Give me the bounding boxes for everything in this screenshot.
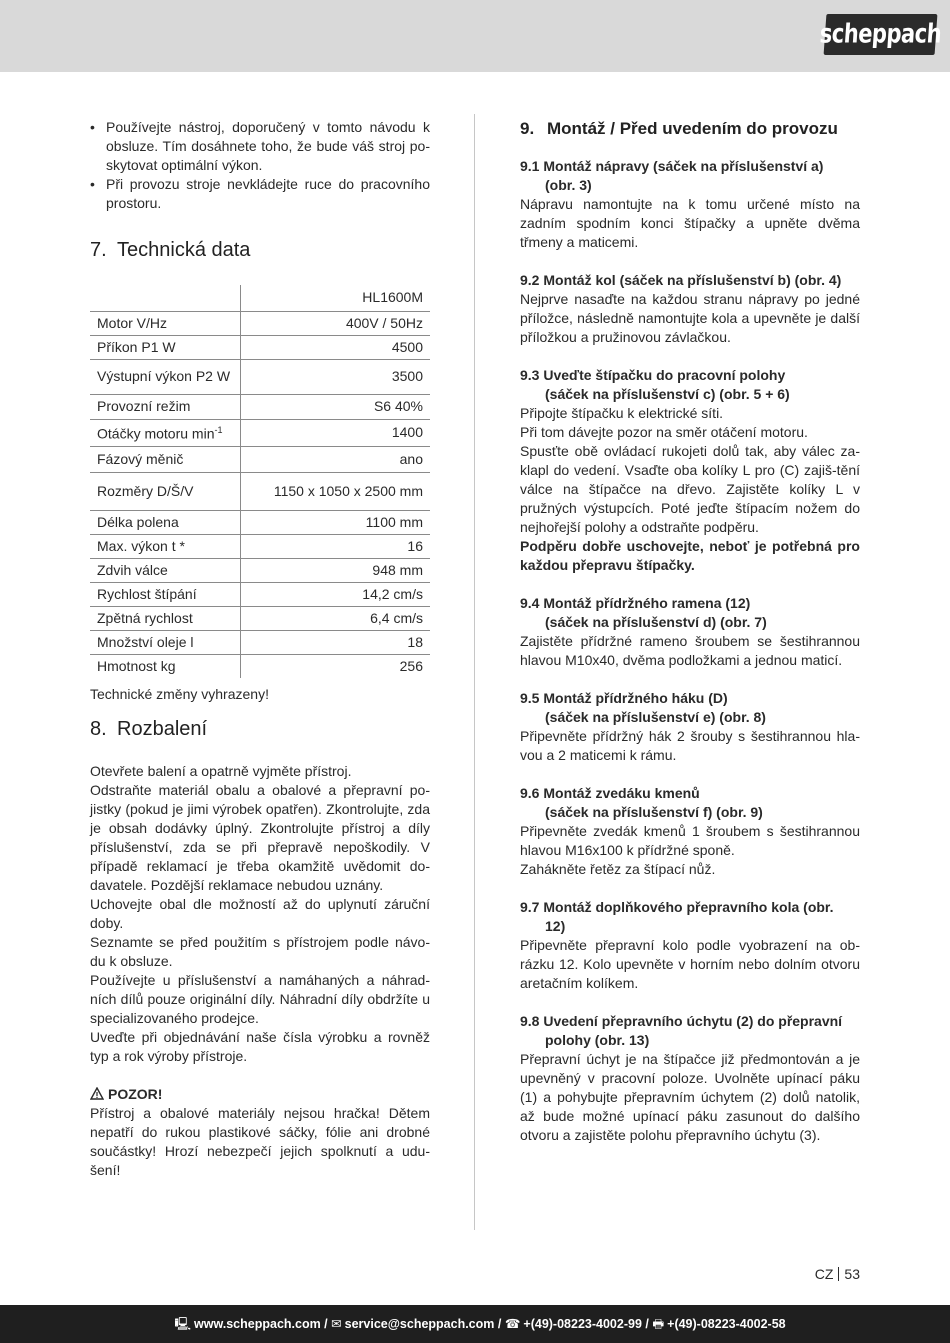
column-divider: [474, 114, 475, 1230]
paragraph: Uchovejte obal dle možností až do uplynutí záruční doby.: [90, 896, 430, 931]
section-7-heading: 7. Technická data: [90, 239, 251, 261]
table-row: Příkon P1 W 4500: [90, 335, 430, 359]
paragraph: Odstraňte materiál obalu a obalové a přepravní po-jistky (pokud je jimi výrobek opatřen). Zkontrolujte, zda je obsah dodávky úplný. Zkontrolujte přístroj a díly příslušenství, zda se při přepravě nepoškodily. V případě reklamací je třeba okamžitě uvědomit do-davatele. Pozdější reklamace nebudou uznány.: [90, 782, 430, 893]
paragraph: Používejte u příslušenství a namáhaných a náhrad-ních dílů pouze originální díly. Náhradní díly obdržíte u specializovaného prodejce.: [90, 972, 430, 1026]
table-row: Rychlost štípání 14,2 cm/s: [90, 582, 430, 606]
table-row: Motor V/Hz 400V / 50Hz: [90, 311, 430, 335]
table-row: Zpětná rychlost 6,4 cm/s: [90, 606, 430, 630]
step-9-4: 9.4 Montáž přídržného ramena (12) (sáček na příslušenství d) (obr. 7) Zajistěte přídržné rameno šroubem se šestihrannou hlavou M10x40, dvěma podložkami a jednou maticí.: [520, 595, 860, 668]
step-9-2: 9.2 Montáž kol (sáček na příslušenství b) (obr. 4) Nejprve nasaďte na každou stranu nápravy po jedné příložce, následně namontujte kola a upevněte je další příložkou a pružinovou závlačkou.: [520, 272, 860, 345]
page-number: CZ 53: [814, 1266, 860, 1282]
step-9-7: 9.7 Montáž doplňkového přepravního kola (obr. 12) Připevněte přepravní kolo podle vyobrazení na ob-rázku 12. Kolo upevněte v horním nebo dolním otvoru aretačním kolíkem.: [520, 899, 860, 991]
step-9-5: 9.5 Montáž přídržného háku (D) (sáček na příslušenství e) (obr. 8) Připevněte přídržný hák 2 šrouby s šestihrannou hla-vou a 2 maticemi k rámu.: [520, 690, 860, 763]
model-name: HL1600M: [240, 285, 430, 311]
footer-mail[interactable]: service@scheppach.com /: [344, 1316, 502, 1331]
footer-fax: +(49)-08223-4002-58: [667, 1316, 786, 1331]
warning-title: POZOR!: [90, 1085, 430, 1104]
intro-bullet: • Při provozu stroje nevkládejte ruce do pracovního prostoru.: [90, 175, 430, 213]
table-row: Délka polena 1100 mm: [90, 510, 430, 534]
header-bar: [0, 0, 950, 72]
step-9-6: 9.6 Montáž zvedáku kmenů (sáček na příslušenství f) (obr. 9) Připevněte zvedák kmenů 1 šroubem s šestihrannou hlavou M16x100 k přídržné sponě. Zahákněte řetěz za štípací nůž.: [520, 785, 860, 877]
table-row: Výstupní výkon P2 W 3500: [90, 359, 430, 394]
table-row: Množství oleje l 18: [90, 630, 430, 654]
table-row: Provozní režim S6 40%: [90, 394, 430, 419]
table-row: Max. výkon t * 16: [90, 534, 430, 558]
footer-phone: +(49)-08223-4002-99 /: [523, 1316, 649, 1331]
table-row: Fázový měnič ano: [90, 446, 430, 472]
table-row: Hmotnost kg 256: [90, 654, 430, 678]
step-9-3: 9.3 Uveďte štípačku do pracovní polohy (sáček na příslušenství c) (obr. 5 + 6) Připojte štípačku k elektrické síti. Při tom dávejte pozor na směr otáčení motoru. Spusťte obě ovládací rukojeti dolů tak, aby válec za-klapl do vedení. Vsaďte oba kolíky L pro (C) zajiš-tění válce na štípačce na dřevo. Zajistěte kolíky L v pružných výstupcích. Poté jeďte štípacím nožem do nejhořejší polohy a odstraňte podpěru. Podpěru dobře uschovejte, neboť je potřebná pro každou přepravu štípačky.: [520, 367, 860, 573]
footer-web[interactable]: www.scheppach.com /: [194, 1316, 328, 1331]
fax-icon: 🖶: [652, 1316, 665, 1331]
section-8-heading: 8. Rozbalení: [90, 718, 208, 740]
table-row: Rozměry D/Š/V 1150 x 1050 x 2500 mm: [90, 472, 430, 510]
phone-icon: ☎: [504, 1316, 521, 1331]
table-row: Otáčky motoru $\min^{-1}$ 1400: [90, 419, 430, 446]
computer-icon: 🖳: [174, 1316, 192, 1331]
paragraph: Seznamte se před použitím s přístrojem podle návo-du k obsluze.: [90, 934, 430, 969]
mail-icon: ✉: [331, 1316, 342, 1331]
step-9-1: 9.1 Montáž nápravy (sáček na příslušenství a) (obr. 3) Nápravu namontujte na k tomu určené místo na zadním spodním konci štípačky a upněte dvěma třmeny a maticemi.: [520, 158, 860, 250]
paragraph: Uveďte při objednávání naše čísla výrobku a rovněž typ a rok výroby přístroje.: [90, 1029, 430, 1064]
tech-data-table: [90, 285, 430, 678]
step-9-8: 9.8 Uvedení přepravního úchytu (2) do přepravní polohy (obr. 13) Přepravní úchyt je na štípačce již předmontován a je upevněný v pracovní poloze. Uvolněte upínací páku (1) a pohybujte přepravním úchytem (2) dolů natolik, až bude možné upínací páku zasunout do dalšího otvoru a zajistěte polohu přepravního úchytu (3).: [520, 1013, 860, 1143]
section-9-heading: 9. Montáž / Před uvedením do provozu: [520, 119, 838, 138]
warning-block: [90, 1085, 430, 1180]
table-row: Zdvih válce 948 mm: [90, 558, 430, 582]
warning-triangle-icon: [90, 1087, 104, 1100]
left-column: [90, 118, 430, 1180]
tech-note: Technické změny vyhrazeny!: [90, 686, 269, 702]
table-header-row: [90, 285, 430, 311]
paragraph: Otevřete balení a opatrně vyjměte přístroj.: [90, 763, 352, 779]
scheppach-logo: scheppach: [824, 14, 938, 55]
unpack-text: [90, 762, 430, 1066]
right-column: [520, 118, 860, 1145]
warning-text: Přístroj a obalové materiály nejsou hračka! Dětem nepatří do rukou plastikové sáčky, fólie ani drobné součástky! Hrozí nebezpečí jejich spolknutí a udu-šení!: [90, 1105, 430, 1178]
intro-bullet: • Používejte nástroj, doporučený v tomto návodu k obsluze. Tím dosáhnete toho, že bude váš stroj po-skytovat optimální výkon.: [90, 118, 430, 175]
footer-bar: [0, 1305, 950, 1343]
